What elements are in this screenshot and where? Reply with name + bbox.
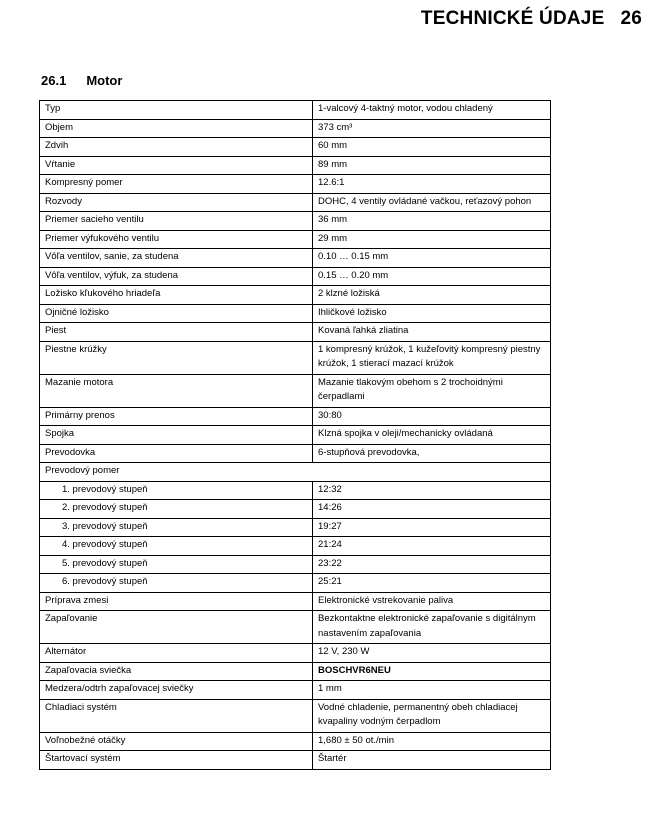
table-row (40, 500, 551, 519)
table-row (40, 304, 551, 323)
spec-label: 4. prevodový stupeň (40, 537, 313, 556)
spec-value: 1 mm (313, 681, 551, 700)
spec-label: Spojka (40, 426, 313, 445)
table-row (40, 537, 551, 556)
table-row (40, 481, 551, 500)
table-row (40, 138, 551, 157)
spec-label: 6. prevodový stupeň (40, 574, 313, 593)
spec-value: BOSCHVR6NEU (313, 662, 551, 681)
table-row (40, 699, 551, 732)
table-row (40, 518, 551, 537)
spec-value: 1 kompresný krúžok, 1 kužeľovitý kompresný piestny krúžok, 1 stierací mazací krúžok (313, 341, 551, 374)
section-number: 26.1 (41, 73, 67, 88)
spec-label: Ojničné ložisko (40, 304, 313, 323)
table-row (40, 426, 551, 445)
table-row (40, 662, 551, 681)
section-heading (41, 73, 122, 88)
spec-value: 21:24 (313, 537, 551, 556)
table-row (40, 249, 551, 268)
table-row (40, 574, 551, 593)
spec-value: 36 mm (313, 212, 551, 231)
table-row (40, 407, 551, 426)
spec-label: Chladiaci systém (40, 699, 313, 732)
spec-value: 14:26 (313, 500, 551, 519)
spec-value: Štartér (313, 751, 551, 770)
table-row (40, 323, 551, 342)
table-row (40, 611, 551, 644)
spec-label: Príprava zmesi (40, 592, 313, 611)
spec-label: Typ (40, 101, 313, 120)
spec-value: 29 mm (313, 230, 551, 249)
spec-value: DOHC, 4 ventily ovládané vačkou, reťazový pohon (313, 193, 551, 212)
spec-label: Voľnobežné otáčky (40, 732, 313, 751)
table-row (40, 732, 551, 751)
spec-value: 12.6:1 (313, 175, 551, 194)
table-row (40, 681, 551, 700)
table-row (40, 175, 551, 194)
spec-label: Kompresný pomer (40, 175, 313, 194)
spec-table (39, 100, 551, 770)
section-title: Motor (86, 73, 123, 88)
spec-label: Zapaľovacia sviečka (40, 662, 313, 681)
table-row (40, 267, 551, 286)
spec-label: Alternátor (40, 644, 313, 663)
page-title: TECHNICKÉ ÚDAJE (420, 8, 605, 29)
table-row (40, 463, 551, 482)
spec-value: 373 cm³ (313, 119, 551, 138)
spec-value: 23:22 (313, 555, 551, 574)
spec-value: Mazanie tlakovým obehom s 2 trochoidnými čerpadlami (313, 374, 551, 407)
spec-label: Rozvody (40, 193, 313, 212)
table-row (40, 156, 551, 175)
table-row (40, 374, 551, 407)
spec-label: Primárny prenos (40, 407, 313, 426)
spec-value: 12:32 (313, 481, 551, 500)
page-header (421, 8, 642, 30)
table-row (40, 286, 551, 305)
spec-label: 2. prevodový stupeň (40, 500, 313, 519)
spec-label: 1. prevodový stupeň (40, 481, 313, 500)
spec-group-label: Prevodový pomer (40, 463, 551, 482)
table-row (40, 193, 551, 212)
table-row (40, 101, 551, 120)
spec-label: Objem (40, 119, 313, 138)
spec-value: 0.10 … 0.15 mm (313, 249, 551, 268)
table-row (40, 751, 551, 770)
table-row (40, 644, 551, 663)
spec-label: Prevodovka (40, 444, 313, 463)
spec-label: Štartovací systém (40, 751, 313, 770)
spec-label: Priemer sacieho ventilu (40, 212, 313, 231)
table-row (40, 119, 551, 138)
spec-value: Ihličkové ložisko (313, 304, 551, 323)
page-number: 26 (620, 8, 642, 29)
spec-value: 0.15 … 0.20 mm (313, 267, 551, 286)
spec-value: 12 V, 230 W (313, 644, 551, 663)
table-row (40, 230, 551, 249)
spec-label: Zapaľovanie (40, 611, 313, 644)
spec-value: 19:27 (313, 518, 551, 537)
spec-value: Kovaná ľahká zliatina (313, 323, 551, 342)
spec-value: 30:80 (313, 407, 551, 426)
spec-label: 3. prevodový stupeň (40, 518, 313, 537)
spec-label: Medzera/odtrh zapaľovacej sviečky (40, 681, 313, 700)
spec-value: Bezkontaktne elektronické zapaľovanie s digitálnym nastavením zapaľovania (313, 611, 551, 644)
spec-label: Zdvih (40, 138, 313, 157)
spec-value: Vodné chladenie, permanentný obeh chladiacej kvapaliny vodným čerpadlom (313, 699, 551, 732)
table-row (40, 592, 551, 611)
spec-label: Mazanie motora (40, 374, 313, 407)
table-row (40, 212, 551, 231)
table-row (40, 444, 551, 463)
spec-label: Ložisko kľukového hriadeľa (40, 286, 313, 305)
spec-label: Vŕtanie (40, 156, 313, 175)
spec-value: 1,680 ± 50 ot./min (313, 732, 551, 751)
table-row (40, 555, 551, 574)
spec-label: Vôľa ventilov, sanie, za studena (40, 249, 313, 268)
spec-value: 6-stupňová prevodovka, (313, 444, 551, 463)
spec-label: Piestne krúžky (40, 341, 313, 374)
spec-label: 5. prevodový stupeň (40, 555, 313, 574)
spec-value: 25:21 (313, 574, 551, 593)
spec-value: 89 mm (313, 156, 551, 175)
spec-label: Vôľa ventilov, výfuk, za studena (40, 267, 313, 286)
table-row (40, 341, 551, 374)
spec-value: Elektronické vstrekovanie paliva (313, 592, 551, 611)
spec-value: 60 mm (313, 138, 551, 157)
spec-label: Priemer výfukového ventilu (40, 230, 313, 249)
spec-value: 1-valcový 4-taktný motor, vodou chladený (313, 101, 551, 120)
spec-label: Piest (40, 323, 313, 342)
spec-value: 2 klzné ložiská (313, 286, 551, 305)
spec-value: Klzná spojka v oleji/mechanicky ovládaná (313, 426, 551, 445)
